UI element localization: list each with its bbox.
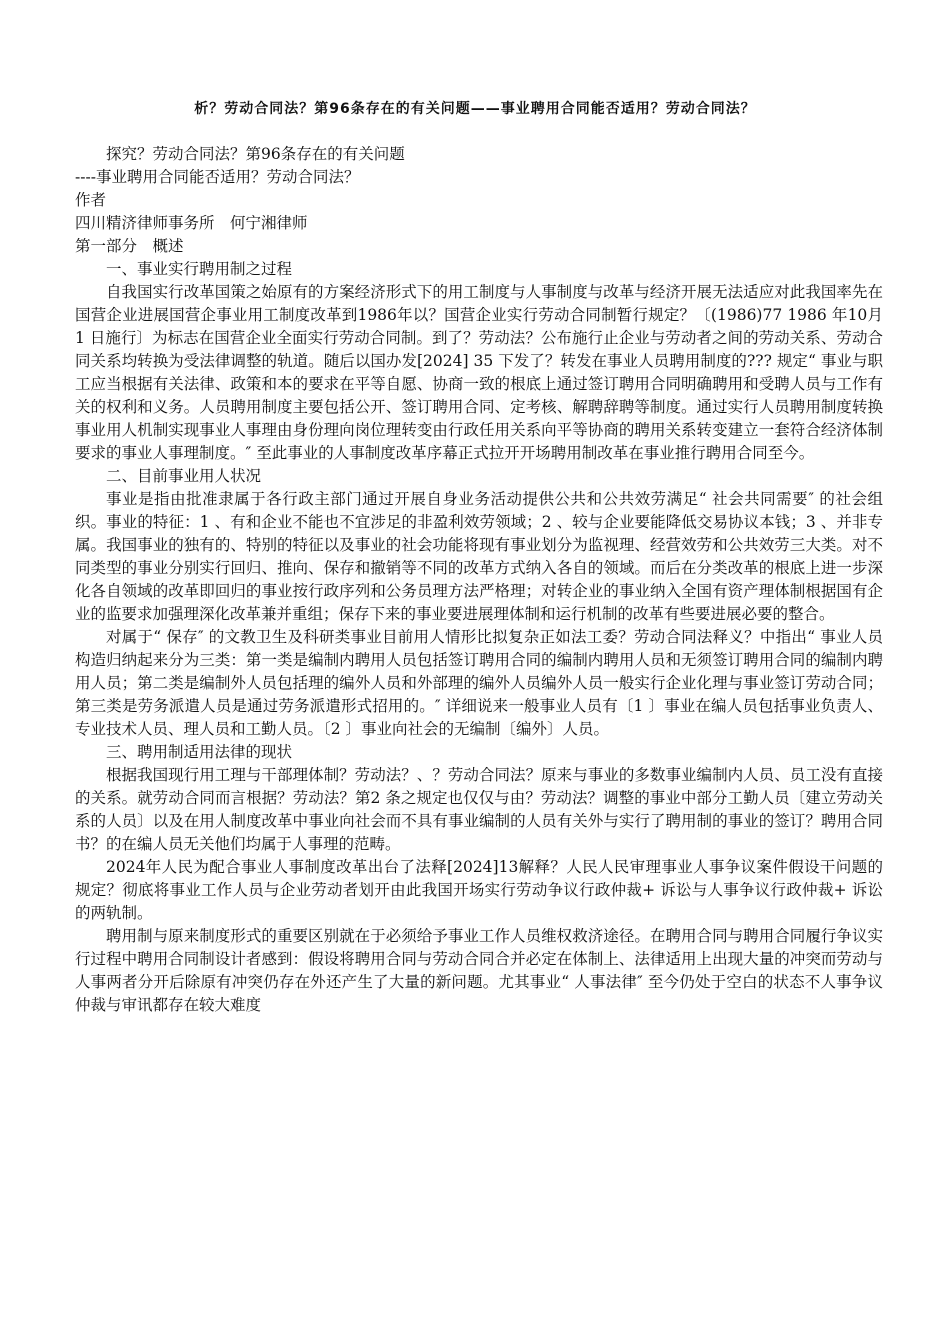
paragraph: 根据我国现行用工理与干部理体制？劳动法？、？劳动合同法？原来与事业的多数事业编制内人员、员工没有直接的关系。就劳动合同而言根据？劳动法？第2 条之规定也仅仅与由？劳动法？调整的事业中部分工勤人员〔建立劳动关系的人员〕以及在用人制度改革中事业向社会而不具有事业编制的人员有关外与实行了聘用制的事业的签订？聘用合同书？的在编人员无关他们均属于人事理的范畴。 — [75, 766, 883, 853]
paragraph: 二、目前事业用人状况 — [106, 467, 262, 485]
paragraph: 一、事业实行聘用制之过程 — [106, 260, 293, 278]
paragraph: 四川精济律师事务所 何宁湘律师 — [75, 214, 308, 232]
paragraph: 探究？劳动合同法？第96条存在的有关问题 — [106, 145, 405, 163]
paragraph: 第一部分 概述 — [75, 237, 184, 255]
paragraph: 自我国实行改革国策之始原有的方案经济形式下的用工制度与人事制度与改革与经济开展无法适应对此我国率先在国营企业进展国营企事业用工制度改革到1986年以？国营企业实行劳动合同制暂行规定？〔(1986)77 1986 年10月1 日施行〕为标志在国营企业全面实行劳动合同制。到了？劳动法？公布施行止企业与劳动者之间的劳动关系、劳动合同关系均转换为受法律调整的轨道。随后以国办发[2024] 35 下发了？转发在事业人员聘用制度的??? 规定“ 事业与职工应当根据有关法律、政策和本的要求在平等自愿、协商一致的根底上通过签订聘用合同明确聘用和受聘人员与工作有关的权利和义务。人员聘用制度主要包括公开、签订聘用合同、定考核、解聘辞聘等制度。通过实行人员聘用制度转换事业用人机制实现事业人事理由身份理向岗位理转变由行政任用关系向平等协商的聘用关系转变建立一套符合经济体制要求的事业人事理制度。″ 至此事业的人事制度改革序幕正式拉开开场聘用制改革在事业推行聘用合同至今。 — [75, 283, 883, 462]
paragraph: 2024年人民为配合事业人事制度改革出台了法释[2024]13解释？人民人民审理事业人事争议案件假设干问题的规定？彻底将事业工作人员与企业劳动者划开由此我国开场实行劳动争议行政仲裁+ 诉讼与人事争议行政仲裁+ 诉讼的两轨制。 — [75, 858, 883, 922]
paragraph: 聘用制与原来制度形式的重要区别就在于必须给予事业工作人员维权救济途径。在聘用合同与聘用合同履行争议实行过程中聘用合同制设计者感到：假设将聘用合同与劳动合同合并必定在体制上、法律适用上出现大量的冲突而劳动与人事两者分开后除原有冲突仍存在外还产生了大量的新问题。尤其事业“ 人事法律″ 至今仍处于空白的状态不人事争议仲裁与审讯都存在较大难度 — [75, 927, 883, 1014]
paragraph: 事业是指由批准隶属于各行政主部门通过开展自身业务活动提供公共和公共效劳满足“ 社会共同需要″ 的社会组织。事业的特征：1 、有和企业不能也不宜涉足的非盈利效劳领域；2 、较与企业要能降低交易协议本钱；3 、并非专属。我国事业的独有的、特别的特征以及事业的社会功能将现有事业划分为监视理、经营效劳和公共效劳三大类。对不同类型的事业分别实行回归、推向、保存和撤销等不同的改革方式纳入各自的领域。而后在分类改革的根底上进一步深化各自领域的改革即回归的事业按行政序列和公务员理方法严格理；对转企业的事业纳入全国有资产理体制根据国有企业的监要求加强理深化改革兼并重组；保存下来的事业要进展理体制和运行机制的改革有些要进展必要的整合。 — [75, 490, 883, 623]
paragraph: ----事业聘用合同能否适用？劳动合同法？ — [75, 168, 360, 186]
document-title: 析？劳动合同法？第96条存在的有关问题——事业聘用合同能否适用？劳动合同法？ — [194, 101, 756, 117]
paragraph: 对属于“ 保存″ 的文教卫生及科研类事业目前用人情形比拟复杂正如法工委？劳动合同法释义？中指出“ 事业人员构造归纳起来分为三类：第一类是编制内聘用人员包括签订聘用合同的编制内聘用人员和无须签订聘用合同的编制内聘用人员；第二类是编制外人员包括理的编外人员和外部理的编外人员编外人员一般实行企业化理与事业签订劳动合同；第三类是劳务派遣人员是通过劳务派遣形式招用的。″ 详细说来一般事业人员有〔1 〕事业在编人员包括事业负责人、专业技术人员、理人员和工勤人员。〔2 〕事业向社会的无编制〔编外〕人员。 — [75, 628, 883, 738]
document-body — [75, 143, 883, 1017]
paragraph: 三、聘用制适用法律的现状 — [106, 743, 293, 761]
paragraph: 作者 — [75, 191, 107, 209]
